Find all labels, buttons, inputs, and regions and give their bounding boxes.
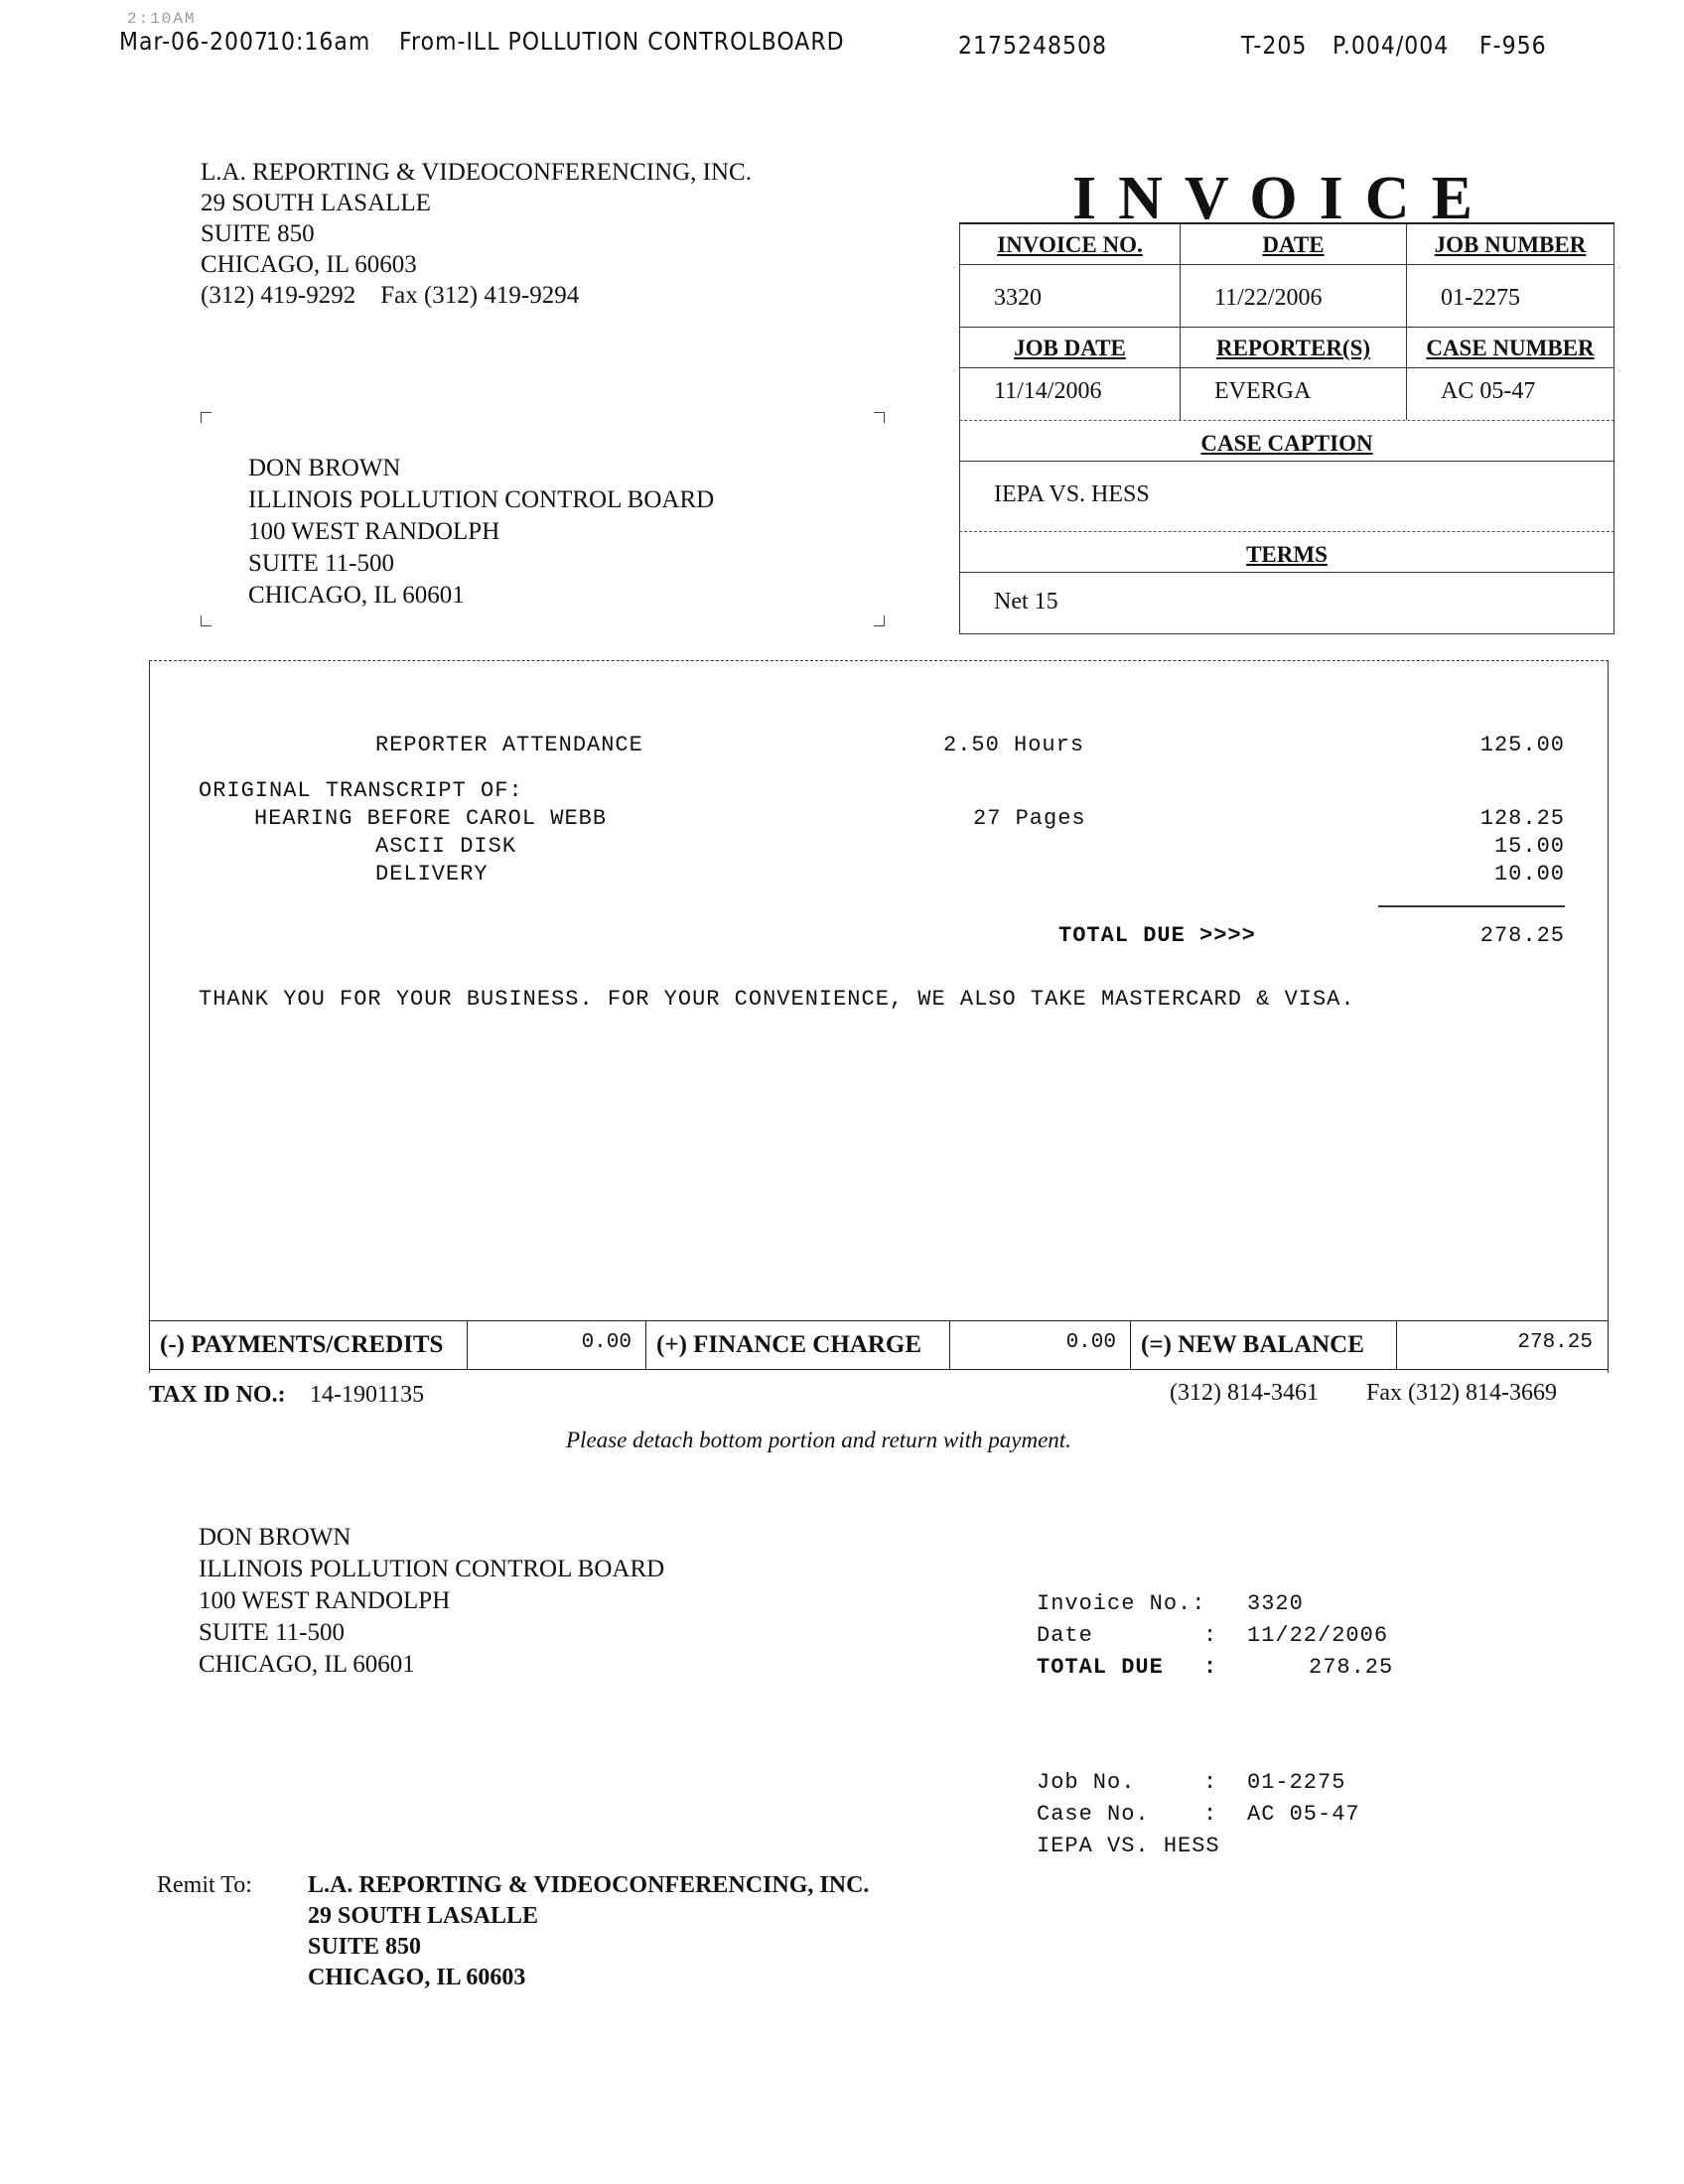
remit-org: ILLINOIS POLLUTION CONTROL BOARD — [199, 1556, 665, 1582]
invoice-title: INVOICE — [1072, 165, 1494, 232]
item-attendance-qty: 2.50 Hours — [943, 733, 1085, 757]
item-delivery-amount: 10.00 — [1493, 862, 1565, 887]
remit-to-street: 29 SOUTH LASALLE — [308, 1903, 539, 1929]
detach-note: Please detach bottom portion and return with payment. — [566, 1428, 1071, 1452]
total-rule — [1378, 905, 1565, 907]
remit-job-no-colon: : — [1203, 1770, 1218, 1795]
finance-charge-value: 0.00 — [950, 1321, 1131, 1369]
invoice-no-value: 3320 — [959, 265, 1180, 327]
remittance-address — [199, 1522, 664, 1681]
transcript-header: ORIGINAL TRANSCRIPT OF: — [199, 778, 523, 803]
bill-to-city: CHICAGO, IL 60601 — [248, 582, 465, 609]
job-date-label: JOB DATE — [959, 328, 1180, 367]
remit-total-label: TOTAL DUE — [1037, 1655, 1164, 1680]
bill-to-street: 100 WEST RANDOLPH — [248, 518, 500, 545]
terms-label: TERMS — [959, 531, 1614, 573]
item-delivery-desc: DELIVERY — [375, 862, 489, 887]
remit-invoice-no-label: Invoice No.: — [1037, 1591, 1206, 1616]
remit-to-label: Remit To: — [157, 1872, 252, 1898]
reporters-label: REPORTER(S) — [1180, 328, 1406, 367]
remit-name: DON BROWN — [199, 1524, 351, 1551]
case-number-label: CASE NUMBER — [1406, 328, 1614, 367]
company-name: L.A. REPORTING & VIDEOCONFERENCING, INC. — [201, 159, 752, 186]
bill-to-org: ILLINOIS POLLUTION CONTROL BOARD — [248, 486, 715, 513]
company-phone: (312) 419-9292 — [201, 282, 356, 309]
remit-to-name: L.A. REPORTING & VIDEOCONFERENCING, INC. — [308, 1872, 870, 1898]
invoice-info-box — [959, 222, 1614, 634]
company-fax: Fax (312) 419-9294 — [380, 282, 580, 309]
terms-value: Net 15 — [959, 573, 1614, 634]
finance-charge-label: (+) FINANCE CHARGE — [646, 1321, 950, 1369]
reporter-value: EVERGA — [1180, 368, 1406, 420]
remit-date-colon: : — [1203, 1623, 1218, 1648]
address-corner-mark — [874, 615, 885, 626]
bill-to-name: DON BROWN — [248, 455, 401, 481]
address-corner-mark — [201, 412, 211, 423]
date-label: DATE — [1180, 224, 1406, 264]
item-ascii-desc: ASCII DISK — [375, 834, 517, 859]
remit-total-colon: : — [1203, 1655, 1218, 1680]
new-balance-label: (=) NEW BALANCE — [1131, 1321, 1397, 1369]
remit-to-suite: SUITE 850 — [308, 1934, 422, 1960]
fax-header-time: 10:16am — [266, 28, 371, 57]
remit-case-no-value: AC 05-47 — [1247, 1802, 1360, 1827]
invoice-no-label: INVOICE NO. — [959, 224, 1180, 264]
fax-faint-time: 2:10AM — [127, 10, 197, 28]
payments-label: (-) PAYMENTS/CREDITS — [150, 1321, 468, 1369]
company-block — [201, 157, 752, 311]
new-balance-value: 278.25 — [1517, 1331, 1593, 1354]
remit-caption: IEPA VS. HESS — [1037, 1834, 1220, 1858]
payments-value: 0.00 — [468, 1321, 646, 1369]
job-date-value: 11/14/2006 — [959, 368, 1180, 420]
remit-suite: SUITE 11-500 — [199, 1619, 345, 1646]
fax-header-date: Mar-06-2007 — [119, 28, 269, 57]
company-city: CHICAGO, IL 60603 — [201, 251, 417, 278]
company-suite: SUITE 850 — [201, 220, 315, 247]
summary-bar — [149, 1320, 1609, 1370]
case-caption-value: IEPA VS. HESS — [959, 462, 1614, 531]
remit-total-value: 278.25 — [1309, 1655, 1394, 1680]
company-street: 29 SOUTH LASALLE — [201, 190, 431, 216]
thank-you-note: THANK YOU FOR YOUR BUSINESS. FOR YOUR CONVENIENCE, WE ALSO TAKE MASTERCARD & VISA. — [199, 987, 1355, 1012]
case-number-value: AC 05-47 — [1406, 368, 1614, 420]
tax-fax: Fax (312) 814-3669 — [1366, 1380, 1557, 1406]
item-hearing-amount: 128.25 — [1479, 806, 1565, 831]
item-ascii-amount: 15.00 — [1493, 834, 1565, 859]
fax-header-number: 2175248508 — [958, 32, 1107, 61]
remit-to-city: CHICAGO, IL 60603 — [308, 1965, 526, 1990]
company-contact — [201, 280, 752, 311]
total-due-value: 278.25 — [1479, 923, 1565, 948]
item-attendance-desc: REPORTER ATTENDANCE — [375, 733, 643, 757]
remit-date-label: Date — [1037, 1623, 1093, 1648]
remit-case-no-colon: : — [1203, 1802, 1218, 1827]
fax-header-page: P.004/004 — [1333, 32, 1450, 61]
item-hearing-qty: 27 Pages — [973, 806, 1086, 831]
remit-city: CHICAGO, IL 60601 — [199, 1651, 415, 1678]
job-number-value: 01-2275 — [1406, 265, 1614, 327]
date-value: 11/22/2006 — [1180, 265, 1406, 327]
item-attendance-amount: 125.00 — [1479, 733, 1565, 757]
case-caption-label: CASE CAPTION — [959, 420, 1614, 462]
remit-date-value: 11/22/2006 — [1247, 1623, 1389, 1648]
remit-street: 100 WEST RANDOLPH — [199, 1587, 451, 1614]
fax-header-code: F-956 — [1479, 32, 1547, 61]
remit-job-no-value: 01-2275 — [1247, 1770, 1346, 1795]
address-corner-mark — [201, 615, 211, 626]
remit-job-no-label: Job No. — [1037, 1770, 1136, 1795]
job-number-label: JOB NUMBER — [1406, 224, 1614, 264]
remit-invoice-no-value: 3320 — [1247, 1591, 1304, 1616]
remit-case-no-label: Case No. — [1037, 1802, 1150, 1827]
address-corner-mark — [874, 412, 885, 423]
tax-phone: (312) 814-3461 — [1170, 1380, 1319, 1406]
fax-header-from: From-ILL POLLUTION CONTROLBOARD — [399, 28, 845, 57]
remit-to-company — [308, 1870, 869, 1993]
total-due-label: TOTAL DUE >>>> — [1058, 923, 1256, 948]
bill-to-address — [248, 453, 714, 612]
item-hearing-desc: HEARING BEFORE CAROL WEBB — [254, 806, 608, 831]
tax-id-value: 14-1901135 — [310, 1382, 425, 1408]
fax-header-transmission: T-205 — [1241, 32, 1308, 61]
bill-to-suite: SUITE 11-500 — [248, 550, 394, 577]
tax-id-label: TAX ID NO.: — [149, 1382, 286, 1408]
line-items-box — [149, 660, 1609, 1373]
